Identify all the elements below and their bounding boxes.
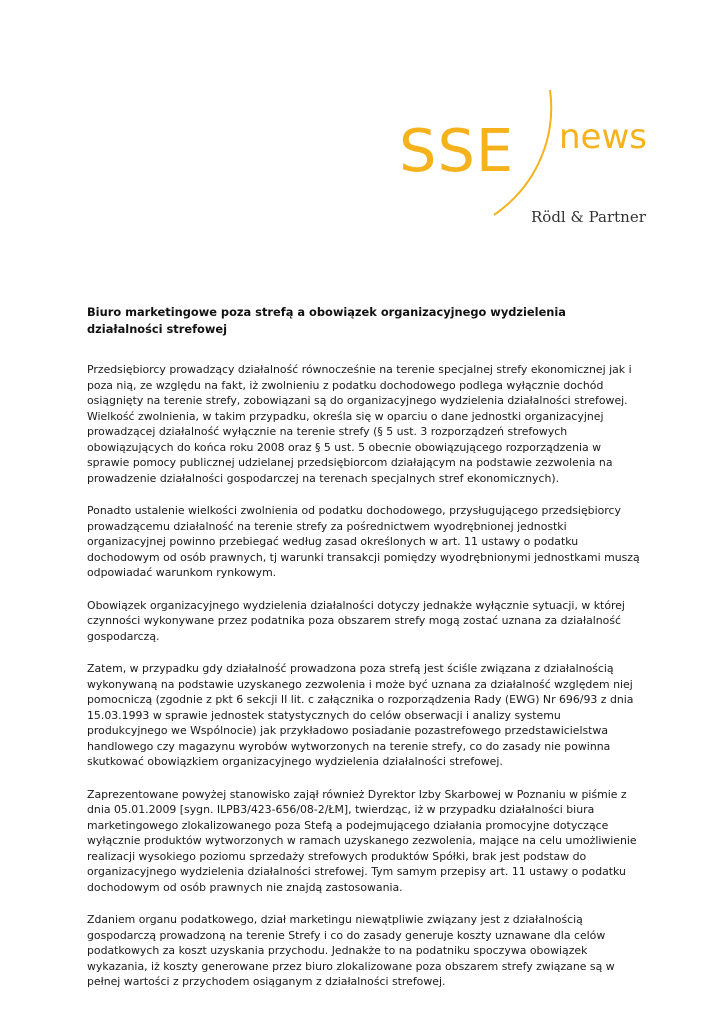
paragraph: Zdaniem organu podatkowego, dział marketingu niewątpliwie związany jest z działalnością gospodarczą prowadzoną na terenie Strefy i co do zasady generuje koszty uznawane dla celów podatkowych za koszt uzyskania przychodu. Jednakże to na podatniku spoczywa obowiązek wykazania, iż koszty generowane przez biuro zlokalizowane poza obszarem strefy związane są w pełnej wartości z przychodem osiąganym z działalności strefowej. bbox=[87, 913, 615, 988]
logo-news-text: news bbox=[559, 117, 647, 157]
article-body bbox=[87, 362, 643, 1007]
paragraph: Zatem, w przypadku gdy działalność prowadzona poza strefą jest ściśle związana z działalnością wykonywaną na podstawie uzyskanego zezwolenia i może być uznana za działalność względem niej pomocniczą (zgodnie z pkt 6 sekcji II lit. c załącznika o rozporządzenia Rady (EWG) Nr 696/93 z dnia 15.03.1993 w sprawie jednostek statystycznych do celów obserwacji i analizy systemu produkcyjnego we Wspólnocie) jak przykładowo posiadanie pozastrefowego przedstawicielstwa handlowego czy magazynu wyrobów wytworzonych na terenie strefy, co do zasady nie powinna skutkować obowiązkiem organizacyjnego wydzielenia działalności strefowej. bbox=[87, 662, 634, 768]
company-name: Rödl & Partner bbox=[531, 208, 646, 226]
paragraph: Obowiązek organizacyjnego wydzielenia działalności dotyczy jednakże wyłącznie sytuacji, w której czynności wykonywane przez podatnika poza obszarem strefy mogą zostać uznana za działalność gospodarczą. bbox=[87, 598, 625, 643]
paragraph: Przedsiębiorcy prowadzący działalność równocześnie na terenie specjalnej strefy ekonomicznej jak i poza nią, ze względu na fakt, iż zwolnieniu z podatku dochodowego podlega wyłącznie dochód osiągnięty na terenie strefy, zobowiązani są do organizacyjnego wydzielenia działalności strefowej. Wielkość zwolnienia, w takim przypadku, określa się w oparciu o dane jednostki organizacyjnej prowadzącej działalność wyłącznie na terenie strefy (§ 5 ust. 3 rozporządzeń strefowych obowiązujących do końca roku 2008 oraz § 5 ust. 5 obecnie obowiązującego rozporządzenia w sprawie pomocy publicznej udzielanej przedsiębiorcom działającym na podstawie zezwolenia na prowadzenie działalności gospodarczej na terenach specjalnych stref ekonomicznych). bbox=[87, 363, 632, 485]
logo-sse-text: SSE bbox=[399, 116, 515, 185]
paragraph: Zaprezentowane powyżej stanowisko zajął również Dyrektor Izby Skarbowej w Poznaniu w piśmie z dnia 05.01.2009 [sygn. ILPB3/423-656/08-2/ŁM], twierdząc, iż w przypadku działalności biura marketingowego zlokalizowanego poza Stefą a podejmującego działania promocyjne dotyczące wyłącznie produktów wytworzonych w ramach uzyskanego zezwolenia, mające na celu umożliwienie realizacji wysokiego poziomu sprzedaży strefowych produktów Spółki, brak jest podstaw do organizacyjnego wydzielenia działalności strefowej. Tym samym przepisy art. 11 ustawy o podatku dochodowym od osób prawnych nie znajdą zastosowania. bbox=[87, 787, 637, 894]
sse-news-logo bbox=[390, 88, 650, 238]
paragraph: Ponadto ustalenie wielkości zwolnienia od podatku dochodowego, przysługującego przedsiębiorcy prowadzącemu działalność na terenie strefy za pośrednictwem wyodrębnionej jednostki organizacyjnej powinno przebiegać według zasad określonych w art. 11 ustawy o podatku dochodowym od osób prawnych, tj warunki transakcji pomiędzy wyodrębnionymi jednostkami muszą odpowiadać warunkom rynkowym. bbox=[87, 504, 640, 579]
article-title: Biuro marketingowe poza strefą a obowiązek organizacyjnego wydzielenia działalności strefowej bbox=[87, 305, 566, 336]
